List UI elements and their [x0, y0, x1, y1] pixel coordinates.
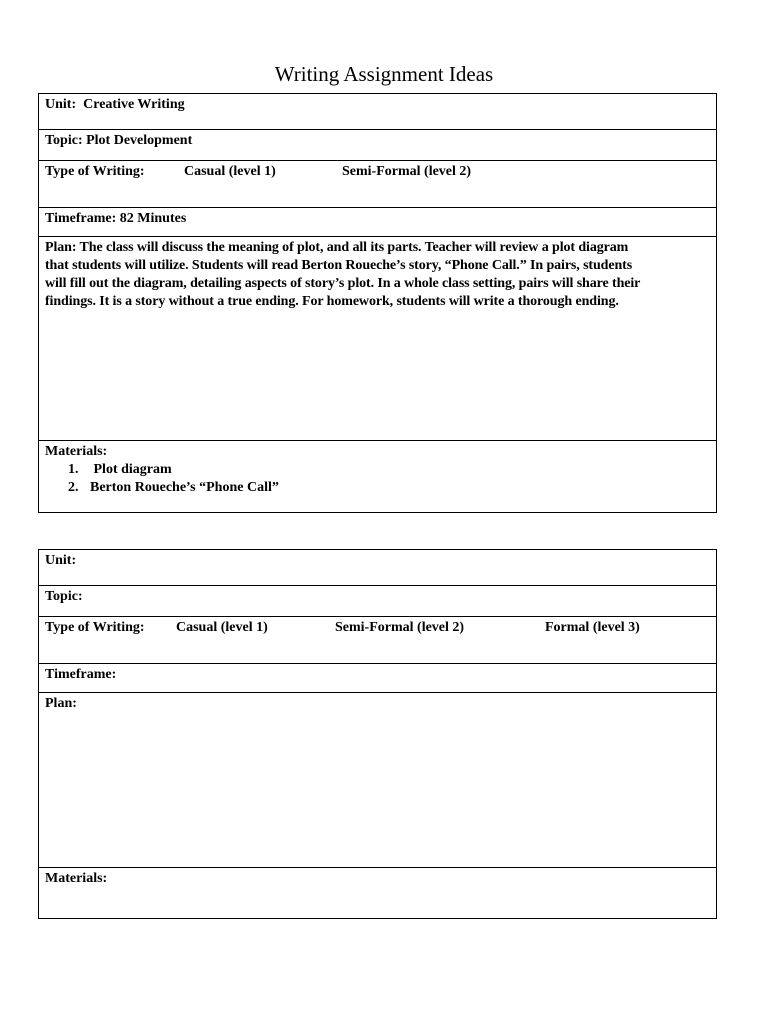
topic-row — [39, 585, 716, 616]
topic-label: Topic: — [45, 133, 83, 148]
timeframe-row — [39, 207, 716, 236]
materials-label: Materials: — [45, 871, 108, 886]
type-label: Type of Writing: — [45, 620, 145, 635]
timeframe-label: Timeframe: — [45, 211, 117, 226]
topic-label: Topic: — [45, 589, 83, 604]
type-option-casual: Casual (level 1) — [184, 164, 276, 179]
assignment-form-blank — [38, 549, 717, 919]
type-option-formal: Formal (level 3) — [545, 620, 640, 635]
unit-row — [39, 550, 716, 585]
plan-row — [39, 236, 716, 440]
plan-line-4: findings. It is a story without a true ending. For homework, students will write a thorough ending. — [45, 294, 619, 309]
materials-list — [45, 461, 710, 497]
timeframe-value: 82 Minutes — [119, 211, 187, 226]
timeframe-label: Timeframe: — [45, 667, 117, 682]
type-label: Type of Writing: — [45, 164, 145, 179]
unit-label: Unit: — [45, 553, 77, 568]
page-title: Writing Assignment Ideas — [274, 62, 494, 87]
topic-value: Plot Development — [86, 133, 193, 148]
type-option-casual: Casual (level 1) — [176, 620, 268, 635]
unit-row — [39, 94, 716, 129]
plan-text — [45, 239, 710, 311]
topic-row — [39, 129, 716, 160]
materials-item: 2. Berton Roueche’s “Phone Call” — [68, 480, 279, 495]
plan-row — [39, 692, 716, 867]
materials-item: 1. Plot diagram — [68, 462, 172, 477]
materials-label: Materials: — [45, 444, 108, 459]
plan-line-3: will fill out the diagram, detailing aspects of story’s plot. In a whole class setting, pairs will share their — [45, 276, 641, 291]
type-option-semi-formal: Semi-Formal (level 2) — [335, 620, 465, 635]
plan-line-2: that students will utilize. Students will read Berton Roueche’s story, “Phone Call.” In pairs, students — [45, 258, 633, 273]
type-option-semi-formal: Semi-Formal (level 2) — [342, 164, 472, 179]
unit-value: Creative Writing — [83, 97, 185, 112]
plan-line-1: The class will discuss the meaning of plot, and all its parts. Teacher will review a plot diagram — [79, 240, 629, 255]
type-of-writing-row — [39, 160, 716, 207]
materials-row — [39, 440, 716, 512]
assignment-form-filled — [38, 93, 717, 513]
plan-label: Plan: — [45, 696, 77, 711]
materials-row — [39, 867, 716, 918]
type-of-writing-row — [39, 616, 716, 663]
plan-label: Plan: — [45, 240, 77, 255]
unit-label: Unit: — [45, 97, 77, 112]
timeframe-row — [39, 663, 716, 692]
